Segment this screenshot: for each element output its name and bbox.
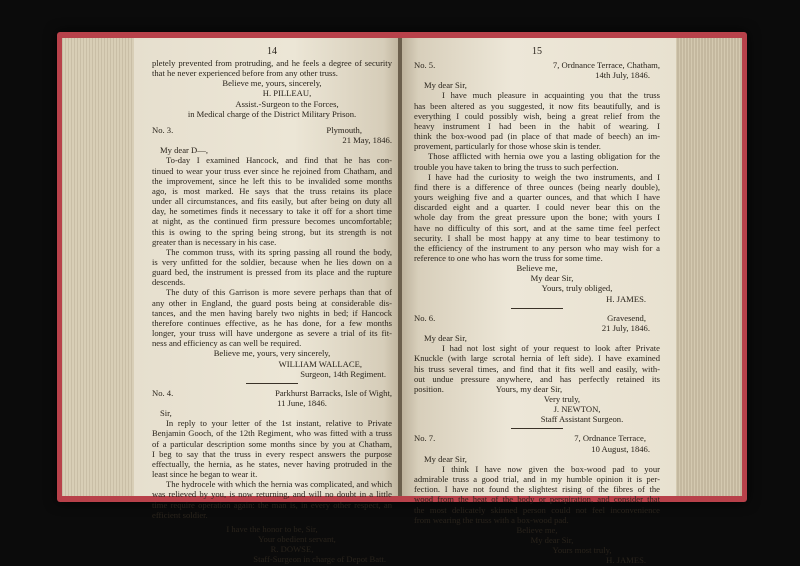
text-line: discarded eight and a quarter. I could never bear this on the <box>414 202 660 213</box>
text-line: pletely prevented from protruding, and he feels a degree of security <box>152 58 392 68</box>
right-page-content <box>414 38 660 566</box>
text-line: think the box-wood pad (in place of that made of beech) an im- <box>414 131 660 142</box>
letter-heading <box>152 388 392 398</box>
text-line: efficient soldier. <box>152 509 208 520</box>
text-line: guard bed, the instrument is pressed from its place and the rupture <box>152 267 392 278</box>
text-line: the improvement, since he left this to be invalided some months <box>152 175 392 186</box>
text-line: Knuckle (with large scrotal hernia of left side). I have examined <box>414 353 660 364</box>
left-page-edges <box>62 38 134 496</box>
text-line: I beg to say that the truss in every respect answers the purpose <box>152 448 392 459</box>
signer-title: Staff Assistant Surgeon. <box>540 414 624 425</box>
letter-place: 7, Ordnance Terrace, Chatham, <box>552 60 660 70</box>
salutation: My dear D—, <box>160 145 208 156</box>
text-line: To-day I examined Hancock, and find that he has con- <box>166 155 392 166</box>
text-line: I have much pleasure in acquainting you that the truss <box>442 90 660 101</box>
text-line <box>414 384 660 394</box>
text-line: least since he began to wear it. <box>152 469 258 480</box>
text-line: effectually, the hernia, as he states, never having protruded in the <box>152 458 392 469</box>
divider <box>511 308 563 309</box>
text-line: I have had the curiosity to weigh the two instruments, and I <box>428 171 660 182</box>
letter-number: No. 6. <box>414 312 436 323</box>
right-page-edges <box>676 38 742 496</box>
signer: H. PILLEAU, <box>262 88 312 99</box>
closing: Believe me, yours, very sincerely, <box>213 348 331 359</box>
text-line: under all circumstances, and fits easily, but after being on duty all <box>152 196 392 207</box>
closing: Yours, truly obliged, <box>541 283 613 294</box>
letter-date: 10 August, 1846. <box>591 443 650 454</box>
paragraph <box>414 343 660 394</box>
text-line: I had not lost sight of your request to look after Private <box>442 343 660 354</box>
text-line: The common truss, with its spring passing all round the body, <box>166 246 392 257</box>
letter-place: Plymouth, <box>326 124 362 135</box>
letter-heading <box>152 125 392 135</box>
letter-date: 21 July, 1846. <box>601 322 650 333</box>
text-line: any other in England, the guard posts being at considerable dis- <box>152 297 392 308</box>
closing: Believe me, yours, sincerely, <box>222 78 322 89</box>
text-line: from wearing the truss with a box-wood pad. <box>414 514 569 525</box>
text-line: is very unfitted for the soldier, because when he lies down on a <box>152 256 392 267</box>
paragraph <box>152 155 392 246</box>
signer-title: Staff-Surgeon in charge of Depot Batt. <box>253 554 386 565</box>
closing: Your obedient servant, <box>258 534 336 545</box>
letter-number: No. 4. <box>152 387 174 398</box>
paragraph <box>414 464 660 525</box>
signer: R. DOWSE, <box>270 544 314 555</box>
text-line: therefore continues effective, as he has done, for a few months <box>152 317 392 328</box>
signer-title: Assist.-Surgeon to the Forces, <box>235 98 339 109</box>
closing: My dear Sir, <box>530 273 574 284</box>
text-line: The duty of this Garrison is more severe perhaps than that of <box>166 287 392 298</box>
text-line: ness and efficiency as can well be required. <box>152 338 302 349</box>
letter-number: No. 7. <box>414 433 436 444</box>
text-line: have no difficulty of this sort, and at the same time feel perfect <box>414 222 660 233</box>
salutation: Sir, <box>160 408 172 419</box>
text-line: tances, and the men having barely two nights in bed; if Hancock <box>152 307 392 318</box>
text-line: admirable truss a good trial, and in my humble opinion it is per- <box>414 474 660 485</box>
text-line: security. I shall be most happy at any time to bear testimony to <box>414 232 660 243</box>
text-line: Benjamin Gooch, of the 12th Regiment, who was fitted with a truss <box>152 428 392 439</box>
text-line: The hydrocele with which the hernia was complicated, and which <box>166 479 392 490</box>
signer-title: Surgeon, 14th Regiment. <box>300 368 386 379</box>
text-line: that he never experienced before from any other truss. <box>152 68 338 79</box>
text-line: the most delicately skinned person could not feel inconvenience <box>414 504 660 515</box>
paragraph <box>414 172 660 263</box>
paragraph <box>152 479 392 520</box>
salutation: My dear Sir, <box>424 453 467 464</box>
paragraph <box>152 287 392 348</box>
text-line: this is owing to the spring being strong, but its strength is not <box>152 226 392 237</box>
signer: WILLIAM WALLACE, <box>278 358 362 369</box>
text-line: heavy instrument I had been in the habit of wearing. I <box>414 120 660 131</box>
letter-heading <box>414 313 660 323</box>
letter-date: 11 June, 1846. <box>277 398 327 408</box>
paragraph <box>152 247 392 288</box>
closing: Yours, my dear Sir, <box>495 383 563 394</box>
closing: Yours most truly, <box>552 545 612 556</box>
text-line: the efficiency of the instrument to any person who may wish for a <box>414 242 660 253</box>
text-line: at night, as the continued firm pressure becomes uncomfortable; <box>152 216 392 227</box>
text-line: time require operation again: the man is, in every other respect, an <box>152 499 392 510</box>
signer: H. JAMES. <box>606 293 646 304</box>
text-line: longer, your truss will have undergone as severe a trial of its fit- <box>152 328 392 339</box>
text-line: find there is a difference of three ounces (being nearly double), <box>414 181 660 192</box>
divider <box>511 428 563 429</box>
letter-heading <box>414 60 660 70</box>
text-line: out undue pressure anywhere, and has perfectly retained its <box>414 373 660 384</box>
divider <box>246 383 298 384</box>
letter-place: 7, Ordnance Terrace, <box>574 433 646 444</box>
text-line: I think I have now given the box-wood pad to your <box>442 463 660 474</box>
text-line: fection. I have not found the slightest rising of the fibres of the <box>414 484 660 495</box>
text-line: of a particular description some months since by you at Chatham, <box>152 438 392 449</box>
letter-date: 21 May, 1846. <box>342 135 392 146</box>
text-line: day, he sometimes finds it necessary to take it off for a short time <box>152 206 392 217</box>
text-line: reference to one who has worn the truss for some time. <box>414 252 603 263</box>
closing: Believe me, <box>516 524 558 535</box>
text-line: yours weighing five and a quarter ounces, and that which I have <box>414 192 660 203</box>
text-span: position. <box>414 383 444 394</box>
paragraph <box>414 90 660 151</box>
closing: My dear Sir, <box>530 535 574 546</box>
closing: Very truly, <box>543 394 581 404</box>
text-line: provement, particularly for those whose skin is tender. <box>414 141 601 152</box>
closing: I have the honor to be, Sir, <box>226 523 318 534</box>
letter-number: No. 5. <box>414 60 436 70</box>
signer: J. NEWTON, <box>553 404 601 415</box>
page-number-right: 15 <box>532 46 542 57</box>
letter-number: No. 3. <box>152 124 174 135</box>
letter-date: 14th July, 1846. <box>595 70 650 81</box>
letter-heading <box>414 433 660 443</box>
page-number-left: 14 <box>267 46 277 57</box>
right-page <box>402 38 676 566</box>
signer-title: in Medical charge of the District Military Prison. <box>187 108 357 119</box>
text-line: wood from the heat of the body or perspiration, and consider that <box>414 494 660 505</box>
salutation: My dear Sir, <box>424 333 467 344</box>
paragraph <box>152 418 392 479</box>
text-line: tinued to wear your truss ever since he rejoined from Chatham, and <box>152 165 392 176</box>
paragraph <box>414 151 660 171</box>
left-page <box>134 38 400 565</box>
letter-place: Parkhurst Barracks, Isle of Wight, <box>275 387 392 398</box>
text-line: greater than is necessary in his case. <box>152 236 277 247</box>
text-line: ago, is most marked. He says that the truss retains its place <box>152 185 392 196</box>
text-line: Those afflicted with hernia owe you a lasting obligation for the <box>428 151 660 162</box>
text-line: has been altered as you suggested, it now fits beautifully, and is <box>414 100 660 111</box>
signer: H. JAMES. <box>606 555 646 566</box>
text-line: his truss several times, and find that it fits well and easily, with- <box>414 363 660 374</box>
text-line: everything I could possibly wish, being a great relief from the <box>414 110 660 121</box>
closing: Believe me, <box>516 263 558 274</box>
left-page-content <box>152 38 392 565</box>
text-line: whole day from the great pressure upon the bone; with yours I <box>414 212 660 223</box>
text-line: In reply to your letter of the 1st instant, relative to Private <box>166 418 392 429</box>
salutation: My dear Sir, <box>424 80 467 91</box>
letter-place: Gravesend, <box>607 312 646 323</box>
text-line: was relieved by you, is now returning, and will no doubt in a little <box>152 489 392 500</box>
text-line: trouble you have taken to bring the truss to such perfection. <box>414 161 619 172</box>
text-line: descends. <box>152 277 186 288</box>
